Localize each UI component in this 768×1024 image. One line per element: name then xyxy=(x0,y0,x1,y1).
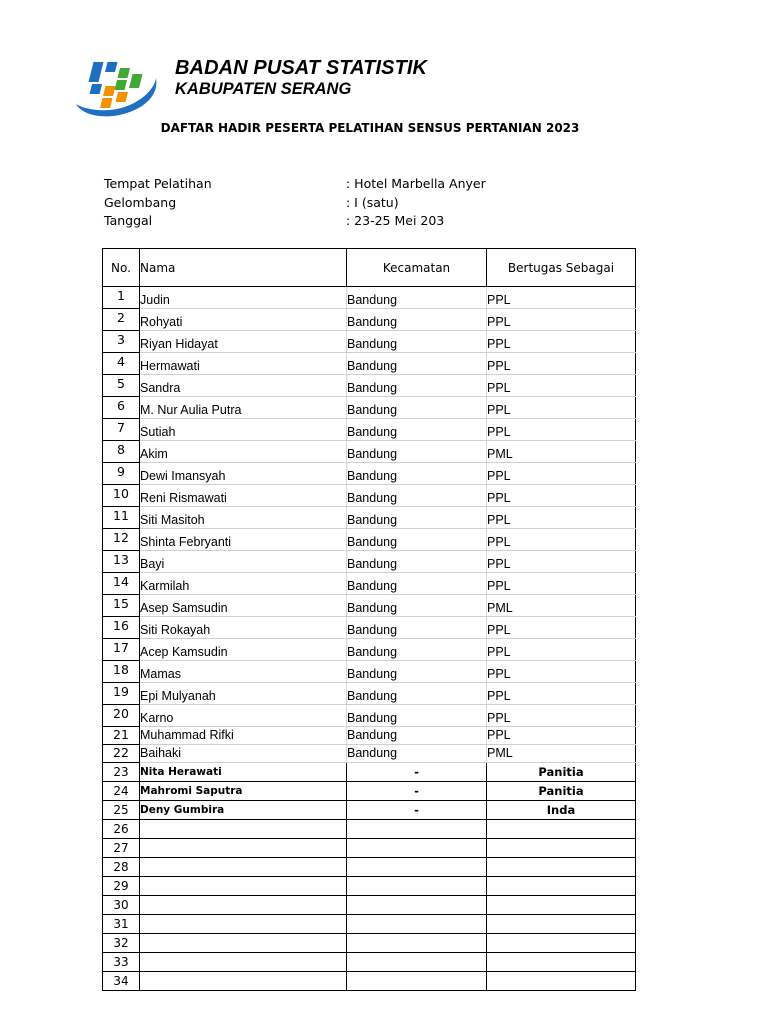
row-name: Mahromi Saputra xyxy=(140,782,347,801)
row-district: Bandung xyxy=(347,309,487,331)
row-role: PPL xyxy=(487,331,636,353)
row-name xyxy=(140,858,347,877)
row-role: PPL xyxy=(487,353,636,375)
place-label: Tempat Pelatihan xyxy=(104,176,212,191)
table-row xyxy=(103,331,636,353)
table-row xyxy=(103,573,636,595)
row-name xyxy=(140,953,347,972)
row-role: PPL xyxy=(487,573,636,595)
row-district: - xyxy=(347,801,487,820)
row-role: PPL xyxy=(487,639,636,661)
row-number: 25 xyxy=(103,801,140,820)
date-value: : 23-25 Mei 203 xyxy=(346,213,445,228)
row-number: 5 xyxy=(103,375,140,397)
row-name: Siti Masitoh xyxy=(140,507,347,529)
table-row xyxy=(103,287,636,309)
row-district: Bandung xyxy=(347,573,487,595)
row-role xyxy=(487,820,636,839)
row-role: PPL xyxy=(487,309,636,331)
row-number: 30 xyxy=(103,896,140,915)
row-role: PPL xyxy=(487,463,636,485)
row-number: 2 xyxy=(103,309,140,331)
table-row xyxy=(103,353,636,375)
org-unit: KABUPATEN SERANG xyxy=(175,80,352,98)
row-district: Bandung xyxy=(347,745,487,763)
row-role: PPL xyxy=(487,287,636,309)
header-no: No. xyxy=(103,249,140,287)
row-role: PPL xyxy=(487,617,636,639)
row-name xyxy=(140,934,347,953)
row-name: M. Nur Aulia Putra xyxy=(140,397,347,419)
row-number: 12 xyxy=(103,529,140,551)
row-number: 19 xyxy=(103,683,140,705)
table-row xyxy=(103,896,636,915)
row-district: Bandung xyxy=(347,617,487,639)
row-role xyxy=(487,934,636,953)
row-role xyxy=(487,858,636,877)
row-district xyxy=(347,877,487,896)
table-row xyxy=(103,463,636,485)
row-role: PPL xyxy=(487,507,636,529)
row-number: 9 xyxy=(103,463,140,485)
row-name: Muhammad Rifki xyxy=(140,727,347,745)
row-number: 32 xyxy=(103,934,140,953)
row-name xyxy=(140,896,347,915)
row-role: PPL xyxy=(487,683,636,705)
row-name: Karno xyxy=(140,705,347,727)
table-row xyxy=(103,661,636,683)
row-name: Nita Herawati xyxy=(140,763,347,782)
table-row xyxy=(103,507,636,529)
table-row xyxy=(103,375,636,397)
org-name: BADAN PUSAT STATISTIK xyxy=(175,57,428,79)
table-row xyxy=(103,953,636,972)
row-role: PML xyxy=(487,745,636,763)
row-role: PPL xyxy=(487,727,636,745)
table-row xyxy=(103,782,636,801)
row-number: 26 xyxy=(103,820,140,839)
row-district: - xyxy=(347,782,487,801)
header-role: Bertugas Sebagai xyxy=(487,249,636,287)
row-number: 10 xyxy=(103,485,140,507)
table-row xyxy=(103,858,636,877)
table-row xyxy=(103,705,636,727)
row-name: Dewi Imansyah xyxy=(140,463,347,485)
row-name: Rohyati xyxy=(140,309,347,331)
row-role: PML xyxy=(487,441,636,463)
place-value: : Hotel Marbella Anyer xyxy=(346,176,486,191)
wave-label: Gelombang xyxy=(104,195,177,210)
row-role: Panitia xyxy=(487,782,636,801)
row-name: Akim xyxy=(140,441,347,463)
row-district xyxy=(347,972,487,991)
row-number: 16 xyxy=(103,617,140,639)
row-district: Bandung xyxy=(347,463,487,485)
row-name: Asep Samsudin xyxy=(140,595,347,617)
row-number: 28 xyxy=(103,858,140,877)
row-district: Bandung xyxy=(347,441,487,463)
row-district: Bandung xyxy=(347,287,487,309)
table-row xyxy=(103,877,636,896)
table-row xyxy=(103,639,636,661)
table-header xyxy=(103,249,636,287)
table-row xyxy=(103,745,636,763)
row-number: 20 xyxy=(103,705,140,727)
table-row xyxy=(103,529,636,551)
row-district: Bandung xyxy=(347,353,487,375)
row-district: Bandung xyxy=(347,397,487,419)
row-number: 6 xyxy=(103,397,140,419)
row-name: Bayi xyxy=(140,551,347,573)
row-number: 4 xyxy=(103,353,140,375)
table-row xyxy=(103,683,636,705)
row-number: 22 xyxy=(103,745,140,763)
table-row xyxy=(103,485,636,507)
row-name: Epi Mulyanah xyxy=(140,683,347,705)
row-name: Sandra xyxy=(140,375,347,397)
row-name xyxy=(140,839,347,858)
table-row xyxy=(103,551,636,573)
attendance-table xyxy=(102,248,636,991)
table-row xyxy=(103,617,636,639)
row-district: - xyxy=(347,763,487,782)
row-name xyxy=(140,820,347,839)
table-row xyxy=(103,595,636,617)
row-name: Riyan Hidayat xyxy=(140,331,347,353)
row-role xyxy=(487,896,636,915)
row-name: Shinta Febryanti xyxy=(140,529,347,551)
row-role: PPL xyxy=(487,661,636,683)
row-district: Bandung xyxy=(347,375,487,397)
row-district: Bandung xyxy=(347,331,487,353)
row-role: PPL xyxy=(487,705,636,727)
table-row xyxy=(103,820,636,839)
bps-logo xyxy=(70,52,160,120)
wave-value: : I (satu) xyxy=(346,195,399,210)
row-role: PPL xyxy=(487,375,636,397)
row-number: 33 xyxy=(103,953,140,972)
row-name: Mamas xyxy=(140,661,347,683)
row-number: 7 xyxy=(103,419,140,441)
row-district xyxy=(347,896,487,915)
row-number: 21 xyxy=(103,727,140,745)
table-row xyxy=(103,972,636,991)
row-number: 11 xyxy=(103,507,140,529)
row-number: 1 xyxy=(103,287,140,309)
row-district xyxy=(347,820,487,839)
row-role xyxy=(487,915,636,934)
row-number: 34 xyxy=(103,972,140,991)
row-number: 31 xyxy=(103,915,140,934)
row-role: PML xyxy=(487,595,636,617)
row-role xyxy=(487,972,636,991)
row-name: Reni Rismawati xyxy=(140,485,347,507)
row-role: Panitia xyxy=(487,763,636,782)
row-role: Inda xyxy=(487,801,636,820)
row-name: Baihaki xyxy=(140,745,347,763)
table-row xyxy=(103,934,636,953)
row-name: Siti Rokayah xyxy=(140,617,347,639)
row-district: Bandung xyxy=(347,727,487,745)
table-row xyxy=(103,441,636,463)
document-title: DAFTAR HADIR PESERTA PELATIHAN SENSUS PERTANIAN 2023 xyxy=(160,121,580,135)
row-name xyxy=(140,915,347,934)
row-number: 27 xyxy=(103,839,140,858)
row-district: Bandung xyxy=(347,529,487,551)
row-number: 8 xyxy=(103,441,140,463)
row-district: Bandung xyxy=(347,419,487,441)
row-district: Bandung xyxy=(347,551,487,573)
row-district: Bandung xyxy=(347,485,487,507)
header-district: Kecamatan xyxy=(347,249,487,287)
table-row xyxy=(103,915,636,934)
row-district xyxy=(347,858,487,877)
row-number: 17 xyxy=(103,639,140,661)
row-role: PPL xyxy=(487,551,636,573)
row-district xyxy=(347,839,487,858)
row-district xyxy=(347,915,487,934)
table-row xyxy=(103,397,636,419)
row-district xyxy=(347,934,487,953)
row-district: Bandung xyxy=(347,683,487,705)
header-name: Nama xyxy=(140,249,347,287)
row-name: Acep Kamsudin xyxy=(140,639,347,661)
row-name: Judin xyxy=(140,287,347,309)
row-number: 3 xyxy=(103,331,140,353)
table-row xyxy=(103,839,636,858)
row-name: Hermawati xyxy=(140,353,347,375)
row-number: 14 xyxy=(103,573,140,595)
date-label: Tanggal xyxy=(104,213,153,228)
row-number: 13 xyxy=(103,551,140,573)
row-number: 18 xyxy=(103,661,140,683)
table-row xyxy=(103,419,636,441)
table-row xyxy=(103,309,636,331)
row-name: Deny Gumbira xyxy=(140,801,347,820)
row-name: Sutiah xyxy=(140,419,347,441)
row-role: PPL xyxy=(487,419,636,441)
row-district: Bandung xyxy=(347,705,487,727)
row-district xyxy=(347,953,487,972)
row-number: 15 xyxy=(103,595,140,617)
row-role: PPL xyxy=(487,529,636,551)
row-number: 23 xyxy=(103,763,140,782)
row-district: Bandung xyxy=(347,661,487,683)
row-district: Bandung xyxy=(347,507,487,529)
row-role: PPL xyxy=(487,485,636,507)
table-row xyxy=(103,801,636,820)
row-number: 29 xyxy=(103,877,140,896)
row-role xyxy=(487,839,636,858)
row-name xyxy=(140,972,347,991)
row-role xyxy=(487,953,636,972)
row-role: PPL xyxy=(487,397,636,419)
row-name: Karmilah xyxy=(140,573,347,595)
row-district: Bandung xyxy=(347,595,487,617)
row-district: Bandung xyxy=(347,639,487,661)
row-name xyxy=(140,877,347,896)
table-row xyxy=(103,727,636,745)
table-row xyxy=(103,763,636,782)
row-number: 24 xyxy=(103,782,140,801)
row-role xyxy=(487,877,636,896)
